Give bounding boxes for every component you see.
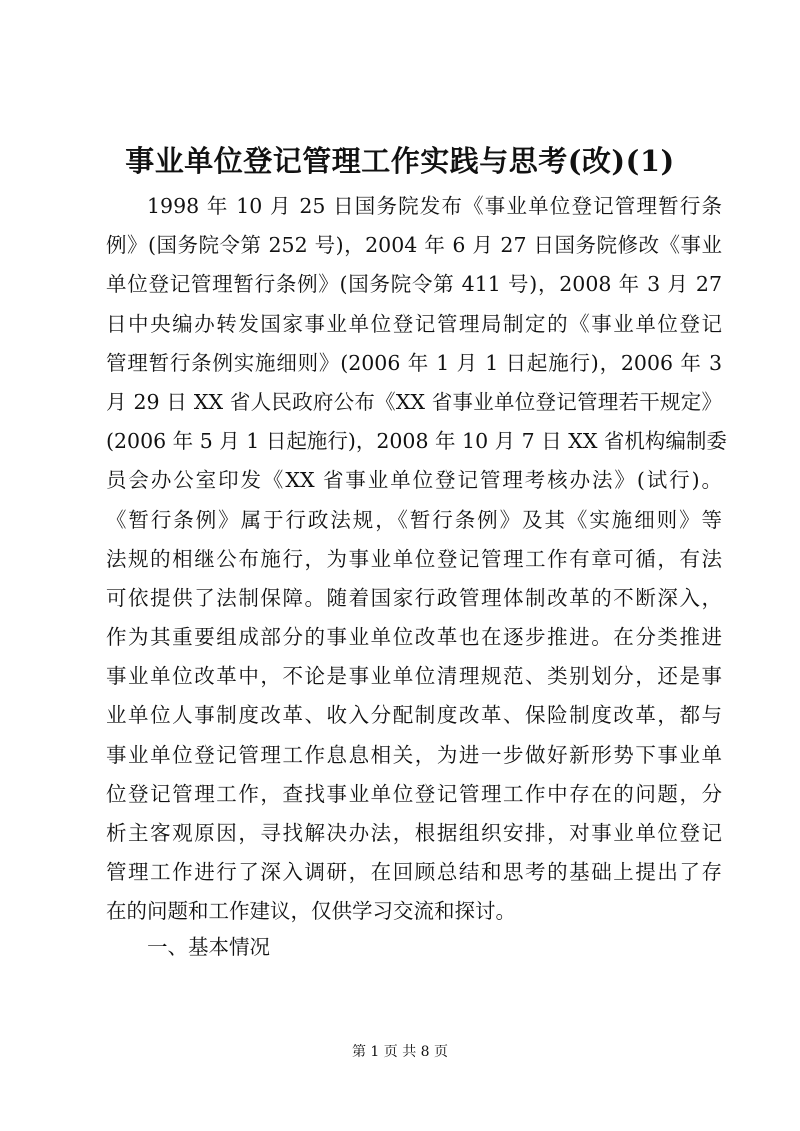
paragraph-line: 法规的相继公布施行，为事业单位登记管理工作有章可循，有法 — [106, 546, 722, 571]
paragraph-line: 单位登记管理暂行条例》(国务院令第 411 号)，2008 年 3 月 27 — [106, 272, 722, 297]
paragraph-line: 日中央编办转发国家事业单位登记管理局制定的《事业单位登记 — [106, 311, 722, 336]
paragraph-line: 管理暂行条例实施细则》(2006 年 1 月 1 日起施行)，2006 年 3 — [106, 350, 722, 375]
document-title: 事业单位登记管理工作实践与思考(改)(1) — [125, 144, 675, 178]
section-heading: 一、基本情况 — [147, 935, 270, 959]
paragraph-line: 1998 年 10 月 25 日国务院发布《事业单位登记管理暂行条 — [147, 194, 722, 218]
paragraph-line: 事业单位改革中，不论是事业单位清理规范、类别划分，还是事 — [106, 664, 722, 689]
paragraph-line: 可依提供了法制保障。随着国家行政管理体制改革的不断深入， — [106, 585, 722, 610]
paragraph-line: 管理工作进行了深入调研，在回顾总结和思考的基础上提出了存 — [106, 860, 722, 885]
paragraph-line: 业单位人事制度改革、收入分配制度改革、保险制度改革，都与 — [106, 703, 722, 728]
paragraph-line: 员会办公室印发《XX 省事业单位登记管理考核办法》(试行)。 — [106, 468, 722, 493]
paragraph-line: (2006 年 5 月 1 日起施行)，2008 年 10 月 7 日 XX 省机构编制委 — [106, 429, 727, 454]
paragraph-line: 《暂行条例》属于行政法规，《暂行条例》及其《实施细则》等 — [106, 507, 722, 532]
paragraph-line: 位登记管理工作，查找事业单位登记管理工作中存在的问题，分 — [106, 781, 722, 806]
paragraph-line: 事业单位登记管理工作息息相关，为进一步做好新形势下事业单 — [106, 742, 722, 767]
paragraph-line: 在的问题和工作建议，仅供学习交流和探讨。 — [106, 899, 516, 924]
paragraph-line: 月 29 日 XX 省人民政府公布《XX 省事业单位登记管理若干规定》 — [106, 389, 722, 414]
body-paragraph — [106, 187, 727, 932]
paragraph-line: 作为其重要组成部分的事业单位改革也在逐步推进。在分类推进 — [106, 625, 722, 650]
paragraph-line: 析主客观原因，寻找解决办法，根据组织安排，对事业单位登记 — [106, 821, 722, 845]
paragraph-line: 例》(国务院令第 252 号)，2004 年 6 月 27 日国务院修改《事业 — [106, 233, 722, 258]
page-footer: 第 1 页 共 8 页 — [351, 1044, 449, 1060]
